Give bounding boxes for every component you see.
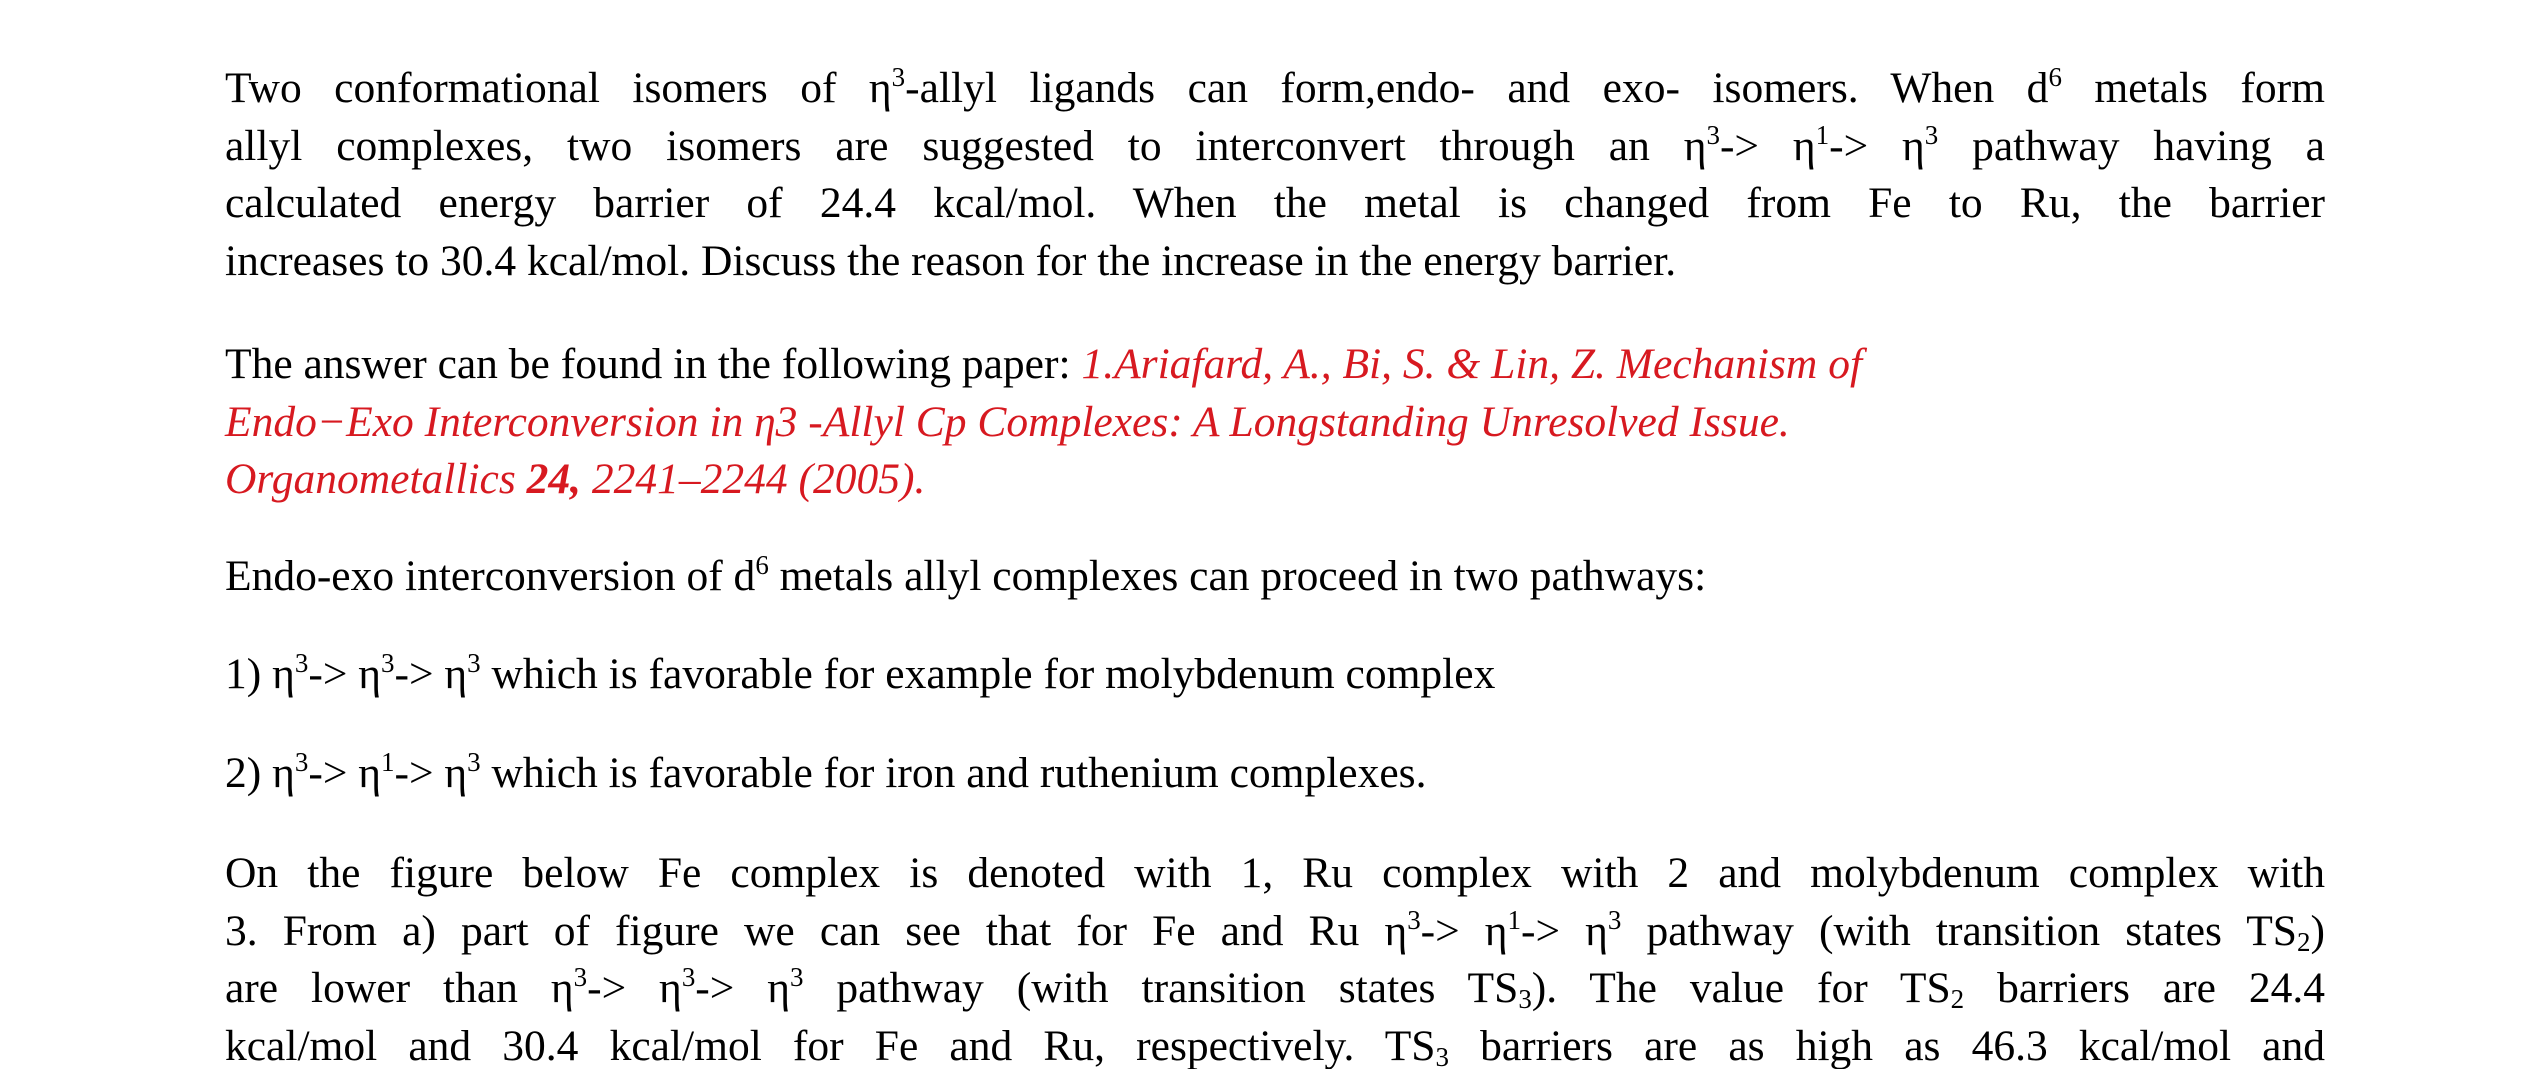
text-run: Two conformational isomers of η <box>225 64 892 112</box>
subscript: 2 <box>2297 926 2311 957</box>
text-line <box>225 548 2325 606</box>
superscript: 3 <box>294 746 309 777</box>
superscript: 3 <box>1924 119 1939 150</box>
question-paragraph <box>225 60 2325 290</box>
text-run: ) <box>2310 906 2325 955</box>
text-run: -> η <box>308 650 381 698</box>
pages-year: 2241–2244 (2005). <box>581 455 926 503</box>
text-run: ). The value for TS <box>1531 964 1951 1012</box>
text-run: -allyl ligands can form,endo- and exo- isomers. When d <box>905 64 2049 112</box>
text-run: barriers are as high as 46.3 kcal/mol and <box>1448 1021 2325 1069</box>
superscript: 3 <box>381 647 395 678</box>
subscript: 3 <box>1435 1041 1449 1069</box>
superscript: 1 <box>1507 904 1522 935</box>
text-run: metals allyl complexes can proceed in two pathways: <box>768 552 1707 600</box>
text-line <box>225 903 2325 961</box>
superscript: 3 <box>891 61 906 92</box>
text-line <box>225 646 2325 704</box>
text-line <box>225 60 2325 118</box>
reference-citation: Endo−Exo Interconversion in η3 -Allyl Cp Complexes: A Longstanding Unresolved Issue. <box>225 397 1790 446</box>
superscript: 3 <box>1407 904 1421 935</box>
superscript: 3 <box>294 647 309 678</box>
superscript: 3 <box>467 647 481 678</box>
volume-number: 24, <box>526 455 582 503</box>
text-run: are lower than η <box>225 964 574 1012</box>
text-run: pathway having a <box>1938 121 2325 170</box>
text-run: -> η <box>394 650 468 698</box>
text-run: pathway (with transition states TS <box>803 964 1519 1012</box>
text-line <box>225 745 2325 803</box>
reference-citation: 1.Ariafard, A., Bi, S. & Lin, Z. Mechanism of <box>1081 340 1863 388</box>
superscript: 3 <box>681 961 696 992</box>
text-run: which is favorable for iron and ruthenium complexes. <box>480 749 1427 797</box>
text-line <box>225 960 2325 1018</box>
text-line <box>225 1018 2325 1069</box>
text-line: calculated energy barrier of 24.4 kcal/mol. When the metal is changed from Fe to Ru, the barrier <box>225 179 2325 227</box>
text-run: -> η <box>394 749 468 797</box>
text-run: 2) η <box>225 749 295 797</box>
text-run: Endo-exo interconversion of d <box>225 552 756 600</box>
text-run: -> η <box>1420 906 1508 955</box>
text-run: kcal/mol and 30.4 kcal/mol for Fe and Ru, respectively. TS <box>225 1021 1436 1069</box>
pathways-intro <box>225 548 2325 606</box>
superscript: 3 <box>573 961 588 992</box>
pathway-item-2 <box>225 745 2325 803</box>
text-run: metals form <box>2061 64 2325 112</box>
text-line <box>225 118 2325 176</box>
text-run: 3. From a) part of figure we can see that for Fe and Ru η <box>225 906 1408 955</box>
text-run: -> η <box>1829 121 1925 170</box>
superscript: 6 <box>755 549 769 580</box>
superscript: 3 <box>467 746 481 777</box>
superscript: 6 <box>2048 61 2062 92</box>
superscript: 3 <box>790 961 804 992</box>
superscript: 1 <box>1815 119 1830 150</box>
journal-name: Organometallics <box>225 455 527 503</box>
text-line <box>225 336 2325 394</box>
text-line: increases to 30.4 kcal/mol. Discuss the reason for the increase in the energy barrier. <box>225 236 1677 285</box>
reference-citation <box>225 451 2325 509</box>
text-run: pathway (with transition states TS <box>1621 906 2298 955</box>
text-run: -> η <box>587 964 682 1012</box>
subscript: 2 <box>1950 983 1965 1014</box>
text-run: which is favorable for example for molybdenum complex <box>480 650 1496 698</box>
figure-discussion-paragraph <box>225 845 2325 1069</box>
text-run: 1) η <box>225 650 295 698</box>
superscript: 3 <box>1607 904 1622 935</box>
text-run: -> η <box>1719 121 1816 170</box>
text-run: barriers are 24.4 <box>1964 964 2326 1012</box>
superscript: 1 <box>381 746 395 777</box>
text-line: On the figure below Fe complex is denoted with 1, Ru complex with 2 and molybdenum complex with <box>225 849 2325 897</box>
text-run: The answer can be found in the following paper: <box>225 340 1082 388</box>
pathway-item-1 <box>225 646 2325 704</box>
text-run: allyl complexes, two isomers are suggested to interconvert through an η <box>225 121 1707 170</box>
text-run: -> η <box>1521 906 1608 955</box>
superscript: 3 <box>1706 119 1720 150</box>
subscript: 3 <box>1518 983 1532 1014</box>
reference-paragraph <box>225 336 2325 509</box>
text-run: -> η <box>308 749 381 797</box>
text-run: -> η <box>695 964 791 1012</box>
